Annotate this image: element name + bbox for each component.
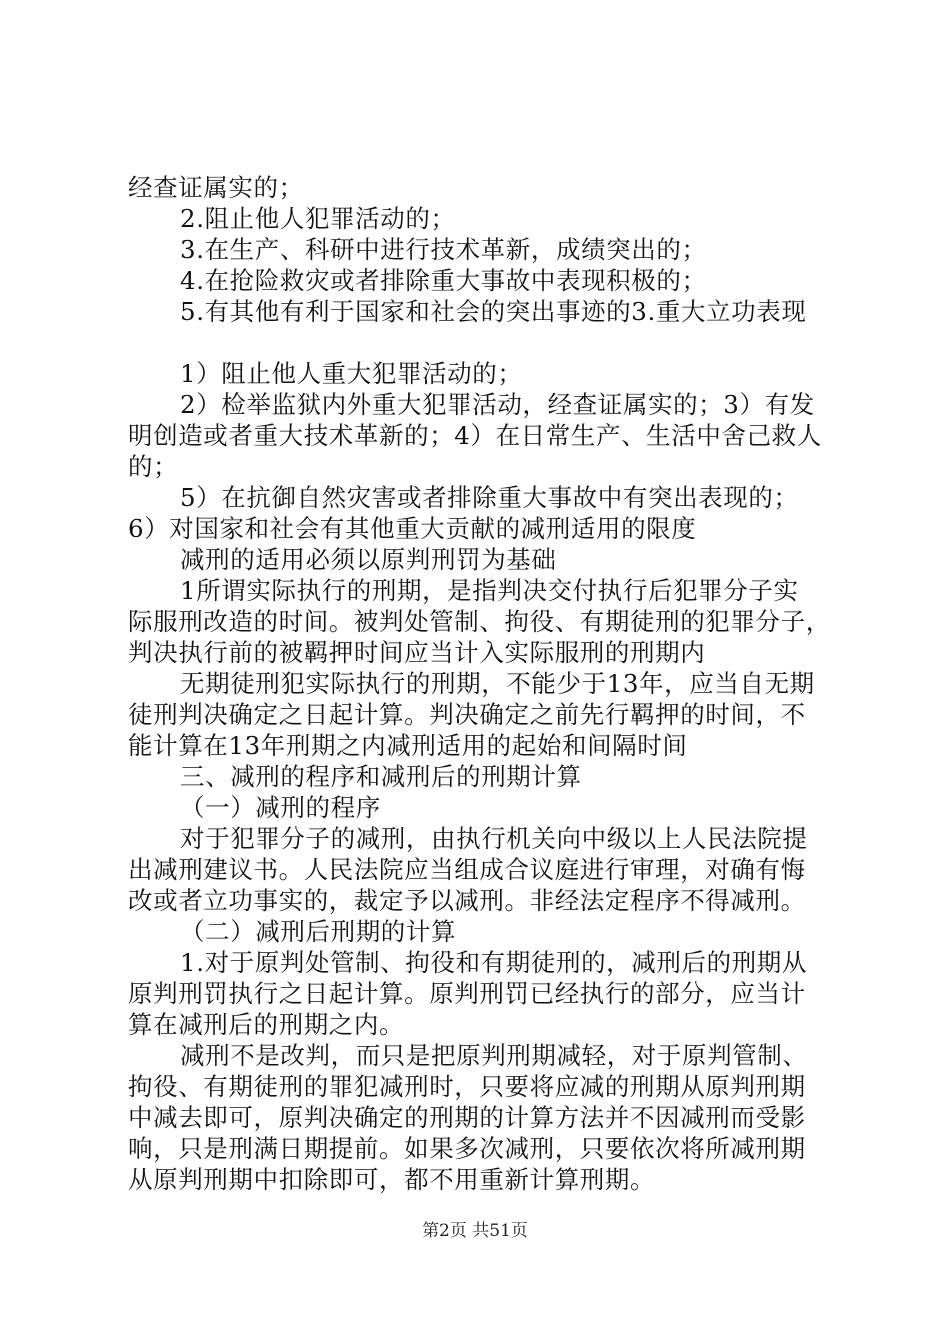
text-line: 中减去即可，原判决确定的刑期的计算方法并不因减刑而受影 xyxy=(128,1103,806,1132)
text-line: 能计算在13年刑期之内减刑适用的起始和间隔时间 xyxy=(128,731,688,760)
page-number-label: 第2页 共51页 xyxy=(422,1221,528,1241)
text-line: 从原判刑期中扣除即可，都不用重新计算刑期。 xyxy=(128,1165,656,1194)
text-line: 徒刑判决确定之日起计算。判决确定之前先行羁押的时间，不 xyxy=(128,700,806,729)
text-line: （一）减刑的程序 xyxy=(180,793,381,822)
text-line: 4.在抢险救灾或者排除重大事故中表现积极的； xyxy=(180,266,707,295)
text-line: 减刑的适用必须以原判刑罚为基础 xyxy=(180,545,557,574)
text-line: 算在减刑后的刑期之内。 xyxy=(128,1010,405,1039)
text-line: 2）检举监狱内外重大犯罪活动，经查证属实的；3）有发 xyxy=(180,390,815,419)
text-line: （二）减刑后刑期的计算 xyxy=(180,917,457,946)
text-line: 原判刑罚执行之日起计算。原判刑罚已经执行的部分，应当计 xyxy=(128,979,806,1008)
text-line: 1所谓实际执行的刑期，是指判决交付执行后犯罪分子实 xyxy=(180,576,799,605)
text-line: 出减刑建议书。人民法院应当组成合议庭进行审理，对确有悔 xyxy=(128,855,806,884)
text-line: 2.阻止他人犯罪活动的； xyxy=(180,204,456,233)
text-line: 际服刑改造的时间。被判处管制、拘役、有期徒刑的犯罪分子， xyxy=(128,607,831,636)
text-line: 三、减刑的程序和减刑后的刑期计算 xyxy=(180,762,582,791)
text-line: 1.对于原判处管制、拘役和有期徒刑的，减刑后的刑期从 xyxy=(180,948,807,977)
text-line: 判决执行前的被羁押时间应当计入实际服刑的刑期内 xyxy=(128,638,706,667)
text-line: 3.在生产、科研中进行技术革新，成绩突出的； xyxy=(180,235,707,264)
text-line: 拘役、有期徒刑的罪犯减刑时，只要将应减的刑期从原判刑期 xyxy=(128,1072,806,1101)
page-footer xyxy=(0,1216,950,1241)
document-body xyxy=(128,172,838,1195)
text-line: 6）对国家和社会有其他重大贡献的减刑适用的限度 xyxy=(128,514,697,543)
text-line: 经查证属实的； xyxy=(128,173,304,202)
text-line: 1）阻止他人重大犯罪活动的； xyxy=(180,359,523,388)
text-line: 明创造或者重大技术革新的；4）在日常生产、生活中舍己救人 xyxy=(128,421,822,450)
text-line: 减刑不是改判，而只是把原判刑期减轻，对于原判管制、 xyxy=(180,1041,808,1070)
text-line: 对于犯罪分子的减刑，由执行机关向中级以上人民法院提 xyxy=(180,824,808,853)
text-line: 的； xyxy=(128,452,179,481)
text-line: 5）在抗御自然灾害或者排除重大事故中有突出表现的； xyxy=(180,483,799,512)
text-line: 响，只是刑满日期提前。如果多次减刑，只要依次将所减刑期 xyxy=(128,1134,806,1163)
text-line: 改或者立功事实的，裁定予以减刑。非经法定程序不得减刑。 xyxy=(128,886,806,915)
text-line: 5.有其他有利于国家和社会的突出事迹的3.重大立功表现 xyxy=(180,297,807,326)
text-line: 无期徒刑犯实际执行的刑期，不能少于13年，应当自无期 xyxy=(180,669,815,698)
